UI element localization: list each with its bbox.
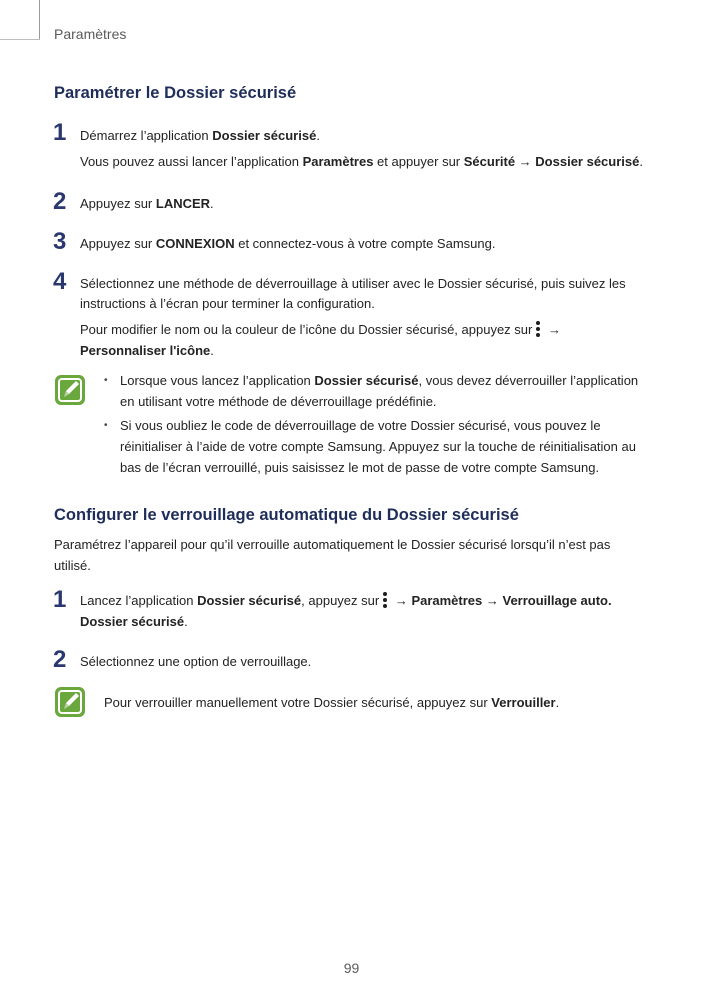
step-text <box>80 233 495 254</box>
bullet: • <box>104 420 108 431</box>
text: . <box>210 196 214 211</box>
step-number: 1 <box>53 586 67 613</box>
note-text: Si vous oubliez le code de déverrouillage de votre Dossier sécurisé, vous pouvez le <box>120 418 601 433</box>
arrow: → <box>482 593 503 608</box>
text: Lorsque vous lancez l’application <box>120 373 315 388</box>
arrow: → <box>544 322 561 337</box>
running-header: Paramètres <box>54 26 127 42</box>
app-name: Dossier sécurisé <box>212 128 317 143</box>
page-number: 99 <box>343 960 360 976</box>
app-name: Dossier sécurisé <box>197 593 302 608</box>
menu-path: Verrouillage auto. <box>502 593 612 608</box>
note-text: réinitialiser à l’aide de votre compte Samsung. Appuyez sur la touche de réinitialisation au <box>120 439 636 454</box>
menu-path: Sécurité <box>463 154 516 169</box>
arrow: → <box>515 154 536 169</box>
step-text: Sélectionnez une option de verrouillage. <box>80 654 312 669</box>
text: Lancez l’application <box>80 593 198 608</box>
button-label: CONNEXION <box>155 236 235 251</box>
menu-path: Paramètres <box>302 154 374 169</box>
text: et appuyer sur <box>373 154 464 169</box>
note-text <box>120 370 638 391</box>
step-text <box>80 193 214 214</box>
bullet: • <box>104 375 108 386</box>
text: Démarrez l’application <box>80 128 213 143</box>
menu-path: Dossier sécurisé <box>535 154 640 169</box>
menu-path: Paramètres <box>411 593 483 608</box>
text: . <box>316 128 320 143</box>
step-text <box>80 125 320 146</box>
section-intro: Paramétrez l’appareil pour qu’il verrouille automatiquement le Dossier sécurisé lorsqu’il n’est pas <box>54 537 611 552</box>
kebab-menu-icon <box>382 592 388 608</box>
step-text: instructions à l’écran pour terminer la configuration. <box>80 296 375 311</box>
step-number: 2 <box>53 188 67 215</box>
section-title: Paramétrer le Dossier sécurisé <box>54 84 297 102</box>
corner-rule-vertical <box>39 0 40 40</box>
text: . <box>210 343 214 358</box>
step-text: Sélectionnez une méthode de déverrouillage à utiliser avec le Dossier sécurisé, puis suivez les <box>80 276 626 291</box>
text: , vous devez déverrouiller l’application <box>418 373 639 388</box>
text: Vous pouvez aussi lancer l’application <box>80 154 303 169</box>
text: Appuyez sur <box>80 196 156 211</box>
step-number: 1 <box>53 119 67 146</box>
note-text <box>104 692 559 713</box>
text: et connectez-vous à votre compte Samsung. <box>234 236 496 251</box>
button-label: Verrouiller <box>491 695 556 710</box>
text: . <box>184 614 188 629</box>
kebab-menu-icon <box>535 321 541 337</box>
text: . <box>639 154 643 169</box>
button-label: LANCER <box>155 196 211 211</box>
text: Pour verrouiller manuellement votre Dossier sécurisé, appuyez sur <box>104 695 492 710</box>
arrow: → <box>391 593 412 608</box>
step-text <box>80 611 188 632</box>
text: . <box>555 695 560 710</box>
menu-path: Dossier sécurisé <box>80 614 185 629</box>
section-title: Configurer le verrouillage automatique du Dossier sécurisé <box>54 506 519 524</box>
note-pencil-icon <box>54 686 86 718</box>
text: Pour modifier le nom ou la couleur de l’icône du Dossier sécurisé, appuyez sur <box>80 322 533 337</box>
step-number: 2 <box>53 646 67 673</box>
step-text <box>80 590 612 611</box>
step-detail <box>80 340 214 361</box>
text: Appuyez sur <box>80 236 156 251</box>
text: , appuyez sur <box>301 593 380 608</box>
step-detail <box>80 151 643 172</box>
note-text: en utilisant votre méthode de déverrouillage prédéfinie. <box>120 394 437 409</box>
menu-path: Personnaliser l'icône <box>80 343 211 358</box>
corner-rule-horizontal <box>0 39 40 40</box>
step-detail <box>80 319 561 340</box>
note-pencil-icon <box>54 374 86 406</box>
section-intro: utilisé. <box>54 558 91 573</box>
note-text: bas de l’écran verrouillé, puis saisissez le mot de passe de votre compte Samsung. <box>120 460 600 475</box>
app-name: Dossier sécurisé <box>314 373 419 388</box>
step-number: 3 <box>53 228 67 255</box>
step-number: 4 <box>53 268 67 295</box>
